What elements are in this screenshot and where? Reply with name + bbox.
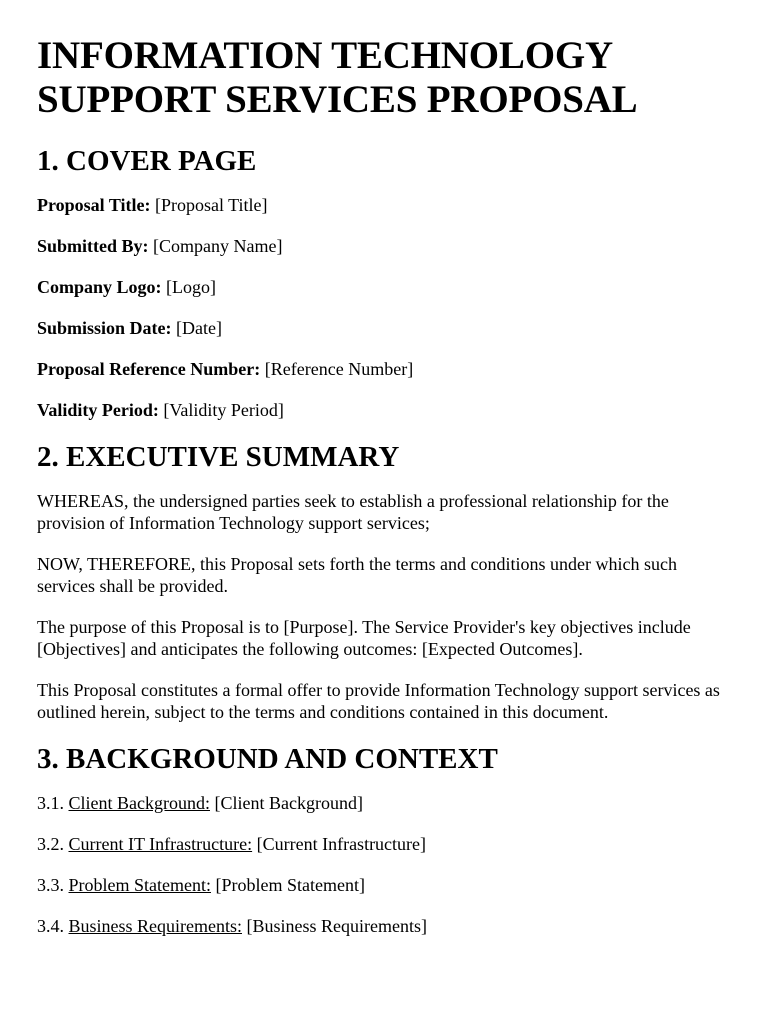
- item-number: 3.2.: [37, 834, 69, 854]
- field-value: [Date]: [171, 318, 222, 338]
- field-value: [Company Name]: [148, 236, 283, 256]
- executive-summary-section: [37, 440, 734, 723]
- item-value: [Problem Statement]: [210, 875, 365, 895]
- field-label: Proposal Title:: [37, 195, 151, 215]
- document-title: [37, 34, 734, 122]
- proposal-title-field: [37, 194, 734, 216]
- background-item-infrastructure: [37, 833, 734, 855]
- background-item-requirements: [37, 915, 734, 937]
- executive-summary-heading: 2. EXECUTIVE SUMMARY: [37, 441, 400, 473]
- item-value: [Current Infrastructure]: [252, 834, 427, 854]
- item-label: Business Requirements:: [68, 916, 242, 936]
- executive-paragraph-offer: This Proposal constitutes a formal offer to provide Information Technology support services as outlined herein, subject to the terms and conditions contained in this document.: [37, 680, 720, 722]
- submission-date-field: [37, 317, 734, 339]
- document-title-line-1: INFORMATION TECHNOLOGY: [37, 34, 613, 77]
- background-context-section: [37, 742, 734, 937]
- field-value: [Validity Period]: [158, 400, 284, 420]
- background-context-heading: 3. BACKGROUND AND CONTEXT: [37, 743, 498, 775]
- executive-paragraph-whereas: WHEREAS, the undersigned parties seek to establish a professional relationship for the provision of Information Technology support services;: [37, 491, 669, 533]
- field-value: [Proposal Title]: [150, 195, 268, 215]
- item-number: 3.1.: [37, 793, 69, 813]
- company-logo-field: [37, 276, 734, 298]
- validity-period-field: [37, 399, 734, 421]
- field-label: Submitted By:: [37, 236, 149, 256]
- item-label: Client Background:: [68, 793, 210, 813]
- item-value: [Business Requirements]: [242, 916, 427, 936]
- cover-page-section: [37, 144, 734, 421]
- field-value: [Logo]: [161, 277, 216, 297]
- item-label: Current IT Infrastructure:: [68, 834, 253, 854]
- field-label: Proposal Reference Number:: [37, 359, 261, 379]
- reference-number-field: [37, 358, 734, 380]
- item-value: [Client Background]: [209, 793, 363, 813]
- item-number: 3.4.: [37, 916, 69, 936]
- field-label: Validity Period:: [37, 400, 159, 420]
- executive-paragraph-therefore: NOW, THEREFORE, this Proposal sets forth the terms and conditions under which such services shall be provided.: [37, 554, 677, 596]
- background-item-client: [37, 792, 734, 814]
- item-number: 3.3.: [37, 875, 69, 895]
- executive-paragraph-purpose: The purpose of this Proposal is to [Purpose]. The Service Provider's key objectives include [Objectives] and anticipates the following outcomes: [Expected Outcomes].: [37, 617, 691, 659]
- field-value: [Reference Number]: [260, 359, 414, 379]
- document-title-line-2: SUPPORT SERVICES PROPOSAL: [37, 78, 638, 121]
- field-label: Company Logo:: [37, 277, 162, 297]
- field-label: Submission Date:: [37, 318, 172, 338]
- background-item-problem: [37, 874, 734, 896]
- item-label: Problem Statement:: [68, 875, 211, 895]
- submitted-by-field: [37, 235, 734, 257]
- cover-page-heading: 1. COVER PAGE: [37, 145, 257, 177]
